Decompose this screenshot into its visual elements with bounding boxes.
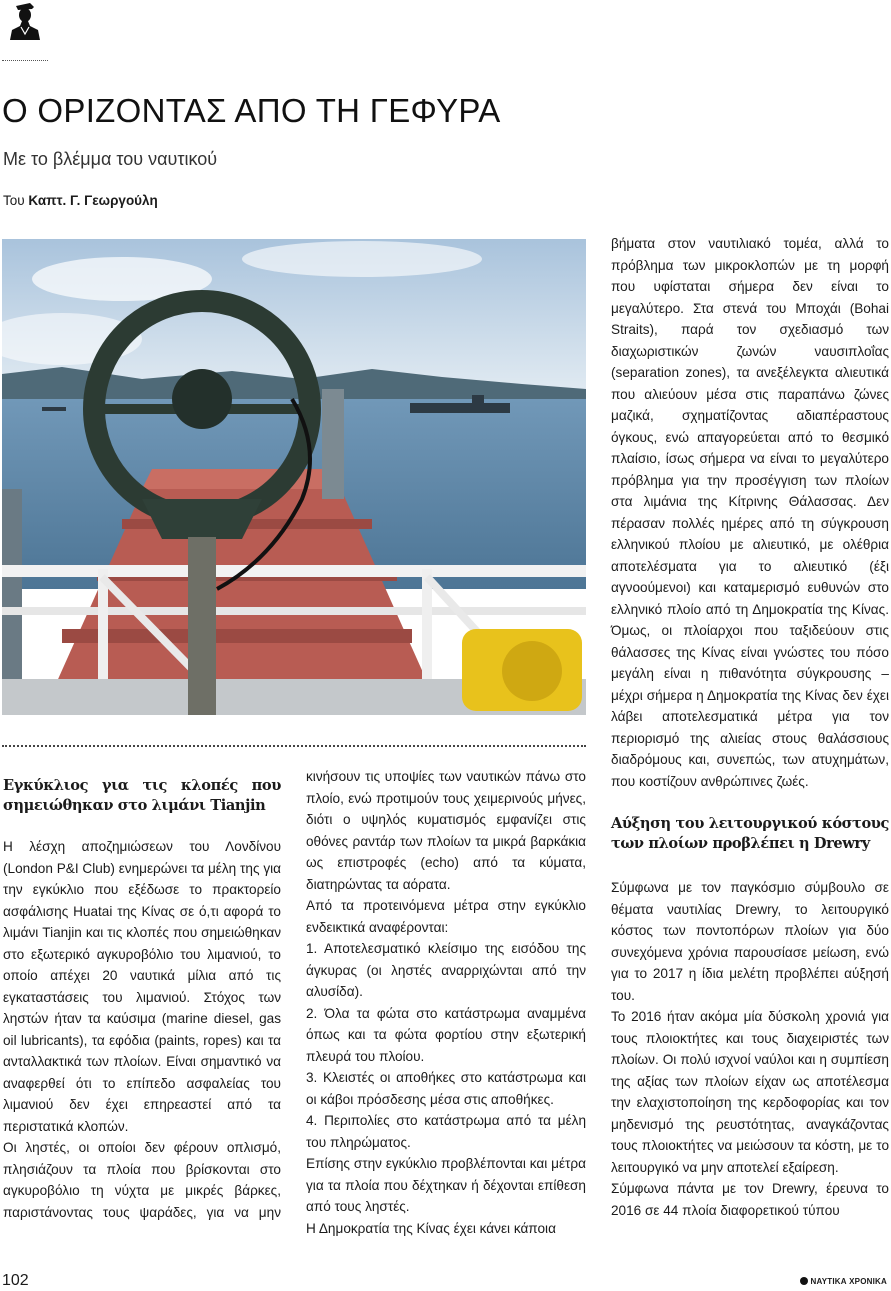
list-item: 4. Περιπολίες στο κατάστρωμα από τα μέλη του πληρώματος. xyxy=(306,1113,586,1150)
page-title: Ο ΟΡΙΖΟΝΤΑΣ ΑΠΟ ΤΗ ΓΕΦΥΡΑ xyxy=(2,92,501,129)
paragraph: Η λέσχη αποζημιώσεων του Λονδίνου (London P&I Club) ενημερώνει τα μέλη της για την εγκύκλιο που εξέδωσε το πρακτορείο ασφάλισης Huatai της Κίνας σε ό,τι αφορά το λιμάνι Tianjin και τις κλοπές που σημειώθηκαν στο εξωτερικό αγκυροβόλιο του λιμανιού, το οποίο απέχει 20 ναυτικά μίλια από τις εγκαταστάσεις του λιμανιού. Στόχος των ληστών ήταν τα καύσιμα (marine diesel, gas oil lubricants), τα εφόδια (paints, ropes) και τα ανταλλακτικά των πλοίων. Είναι σημαντικό να αναφερθεί ότι το επίπεδο ασφαλείας του λιμανιού δεν έχει επηρεαστεί από τα περιστατικά κλοπών. xyxy=(3,839,281,1134)
byline xyxy=(3,193,158,208)
magazine-logo-icon xyxy=(800,1277,808,1285)
logo-divider xyxy=(2,60,48,61)
paragraph: Το 2016 ήταν ακόμα μία δύσκολη χρονιά για τους πλοιοκτήτες και τους διαχειριστές των πλοίων. Οι πολύ ισχνοί ναύλοι και η συμπίεση της αξίας των πλοίων είχαν ως αποτέλεσμα την ελαχιστοποίηση της κερδοφορίας και τον μηδενισμό της ρευστότητας, αναγκάζοντας τους πλοιοκτήτες να μειώσουν τα κόστη, με το λειτουργικό να μην αποτελεί εξαίρεση. xyxy=(611,1009,889,1175)
paragraph: κινήσουν τις υποψίες των ναυτικών πάνω στο πλοίο, ενώ προτιμούν τους χειμερινούς μήνες, διότι ο υψηλός κυματισμός εμφανίζει στις οθόνες ραντάρ των πλοίων τα μικρά βαρκάκια ως επιστροφές (echo) από τα κύματα, διατηρώντας τα αόρατα. xyxy=(306,769,586,892)
paragraph: Σύμφωνα με τον παγκόσμιο σύμβουλο σε θέματα ναυτιλίας Drewry, το λειτουργικό κόστος των ποντοπόρων πλοίων για δύο συνεχόμενα χρόνια παρουσίασε μείωση, ενώ για το 2017 η ίδια μελέτη προβλέπει αύξησή του. xyxy=(611,880,889,1003)
list-item: 3. Κλειστές οι αποθήκες στο κατάστρωμα και οι κάβοι πρόσδεσης μέσα στις αποθήκες. xyxy=(306,1070,586,1107)
section-heading-drewry: Αύξηση του λειτουργικού κόστους των πλοίων προβλέπει η Drewry xyxy=(611,815,889,852)
page-number: 102 xyxy=(2,1272,29,1289)
paragraph: Οι ληστές, οι οποίοι δεν φέρουν οπλισμό, πλησιάζουν τα πλοία που βρίσκονται στο αγκυροβόλιο τη νύχτα με μικρές βάρκες, παριστάνοντας τους ψαράδες, για να μην xyxy=(3,1140,281,1220)
section-heading-tianjin: Εγκύκλιος για τις κλοπές που σημειώθηκαν στο λιμάνι Tianjin xyxy=(3,777,281,814)
sailor-silhouette-icon xyxy=(8,0,42,44)
article-column-right xyxy=(611,233,889,1221)
magazine-logo xyxy=(800,1277,888,1286)
list-item: 1. Αποτελεσματικό κλείσιμο της εισόδου της άγκυρας (οι ληστές αναρριχώνται από την αλυσίδα). xyxy=(306,941,586,999)
article-continuation-text: βήματα στον ναυτιλιακό τομέα, αλλά το πρόβλημα των μικροκλοπών με τη μορφή που υφίσταται σήμερα δεν είναι το μεγαλύτερο. Στα στενά του Μποχάι (Bohai Straits), παρά τον σχεδιασμό των διαχωριστικών ζωνών ναυσιπλοΐας (separation zones), τα ανεξέλεγκτα αλιευτικά που αλιεύουν μέσα στις παραπάνω ζώνες μαζικά, σχηματίζοντας αδιαπέραστους όγκους, ενώ απαγορεύεται από το θεσμικό πλαίσιο, ίσως σήμερα να είναι το μεγαλύτερο πρόβλημα για την προσέγγιση των πλοίων στα λιμάνια της Κίτρινης Θάλασσας. Δεν πέρασαν πολλές ημέρες από τη σύγκρουση ελληνικού πλοίου με αλιευτικό, με ολέθρια αποτελέσματα για το αλιευτικό (έξι αγνοούμενοι) και καταμερισμό ευθυνών στο ελληνικό πλοίο από τη Δημοκρατία της Κίνας. Όμως, οι πλοίαρχοι που ταξιδεύουν στις θάλασσες της Κίνας είναι γνώστες του πόσο μεγάλη είναι η πιθανότητα σύγκρουσης – μέχρι σήμερα η Δημοκρατία της Κίνας δεν έχει λάβει αποτελεσματικά μέτρα για τον περιορισμό της αλιείας στους θαλάσσιους διαδρόμους και, συνεπώς, των ατυχημάτων, που κοστίζουν ανθρώπινες ζωές. xyxy=(611,236,889,789)
article-column-middle xyxy=(306,766,586,1239)
paragraph: Η Δημοκρατία της Κίνας έχει κάνει κάποια xyxy=(306,1220,556,1236)
paragraph: Από τα προτεινόμενα μέτρα στην εγκύκλιο ενδεικτικά αναφέρονται: xyxy=(306,898,586,935)
page-subtitle: Με το βλέμμα του ναυτικού xyxy=(3,149,218,169)
bridge-view-photo xyxy=(2,239,586,715)
author-name: Καπτ. Γ. Γεωργούλη xyxy=(28,193,158,208)
article-column-left xyxy=(3,776,281,1223)
paragraph: Επίσης στην εγκύκλιο προβλέπονται και μέτρα για τα πλοία που δέχτηκαν ή δέχονται επίθεση από τους ληστές. xyxy=(306,1156,586,1214)
byline-prefix: Του xyxy=(3,193,25,208)
magazine-name: ΝΑΥΤΙΚΑ ΧΡΟΝΙΚΑ xyxy=(810,1277,887,1286)
paragraph: Σύμφωνα πάντα με τον Drewry, έρευνα το 2016 σε 44 πλοία διαφορετικού τύπου xyxy=(611,1181,889,1218)
section-divider xyxy=(2,745,586,747)
list-item: 2. Όλα τα φώτα στο κατάστρωμα αναμμένα όπως και τα φώτα φορτίου στην εξωτερική πλευρά του πλοίου. xyxy=(306,1005,586,1064)
